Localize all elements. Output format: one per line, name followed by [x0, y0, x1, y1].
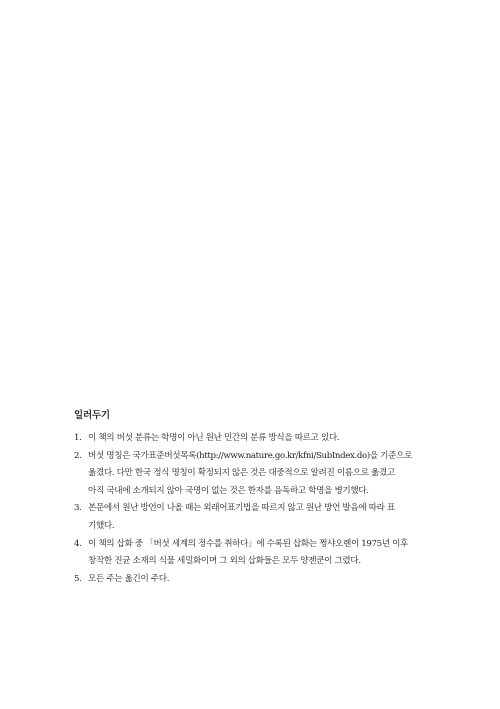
notes-section — [74, 407, 450, 588]
note-line: 기했다. — [88, 520, 115, 531]
note-line: 본문에서 원난 방언이 나올 때는 외래어표기법을 따르지 않고 원난 방언 발음에 따라 표 — [88, 503, 395, 514]
note-number: 3. — [74, 503, 82, 514]
note-number: 2. — [74, 450, 82, 461]
note-number: 1. — [74, 433, 82, 443]
note-line: 옮겼다. 다만 한국 정식 명칭이 확정되지 않은 것은 대중적으로 알려진 이름으로 옮겼고 — [88, 468, 395, 479]
note-number: 4. — [74, 538, 82, 549]
note-number: 5. — [74, 573, 82, 584]
note-line: 모든 주는 옮긴이 주다. — [88, 573, 170, 584]
note-item-5 — [74, 571, 450, 589]
note-item-2 — [74, 448, 450, 501]
note-line: 아직 국내에 소개되지 않아 국명이 없는 것은 한자를 음독하고 학명을 병기했다. — [88, 485, 369, 496]
note-text — [88, 448, 450, 501]
note-text — [88, 571, 450, 589]
note-text — [88, 500, 450, 535]
note-list — [74, 430, 450, 588]
note-line: 버섯 명칭은 국가표준버섯목록(http://www.nature.go.kr/kfni/SubIndex.do)을 기준으로 — [88, 450, 412, 461]
note-text — [88, 536, 450, 571]
note-item-1 — [74, 430, 450, 448]
notes-title: 일러두기 — [74, 410, 110, 421]
note-line: 이 책의 삽화 중 「버섯 세계의 정수를 취하다」에 수록된 삽화는 쩡샤오롄이 1975년 이후 — [88, 538, 408, 549]
note-item-3 — [74, 500, 450, 535]
note-text — [88, 430, 450, 448]
note-line: 창작한 진균 소재의 식물 세밀화이며 그 외의 삽화들은 모두 양젠쿤이 그렸다. — [88, 556, 361, 567]
note-item-4 — [74, 536, 450, 571]
note-line: 이 책의 버섯 분류는 학명이 아닌 원난 민간의 분류 방식을 따르고 있다. — [88, 433, 340, 443]
